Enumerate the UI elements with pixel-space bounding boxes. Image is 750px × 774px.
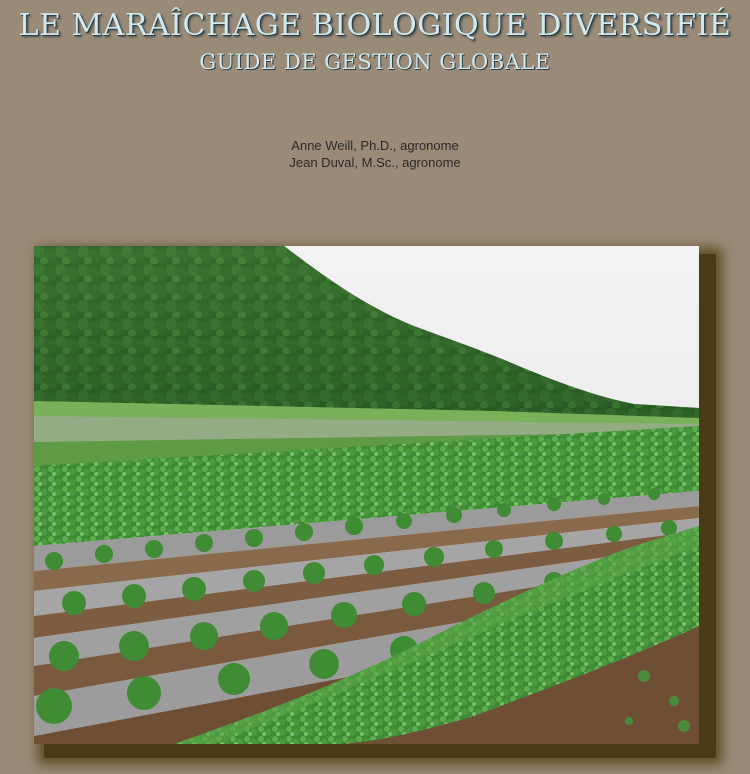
- cover-photo: [34, 246, 699, 744]
- cover-title: LE MARAÎCHAGE BIOLOGIQUE DIVERSIFIÉ: [18, 8, 732, 43]
- author-list: [0, 137, 750, 171]
- cover-subtitle: GUIDE DE GESTION GLOBALE: [199, 50, 551, 74]
- author-name: Jean Duval, M.Sc., agronome: [289, 155, 461, 170]
- field-photo-illustration: [34, 246, 699, 744]
- author-name: Anne Weill, Ph.D., agronome: [291, 138, 459, 153]
